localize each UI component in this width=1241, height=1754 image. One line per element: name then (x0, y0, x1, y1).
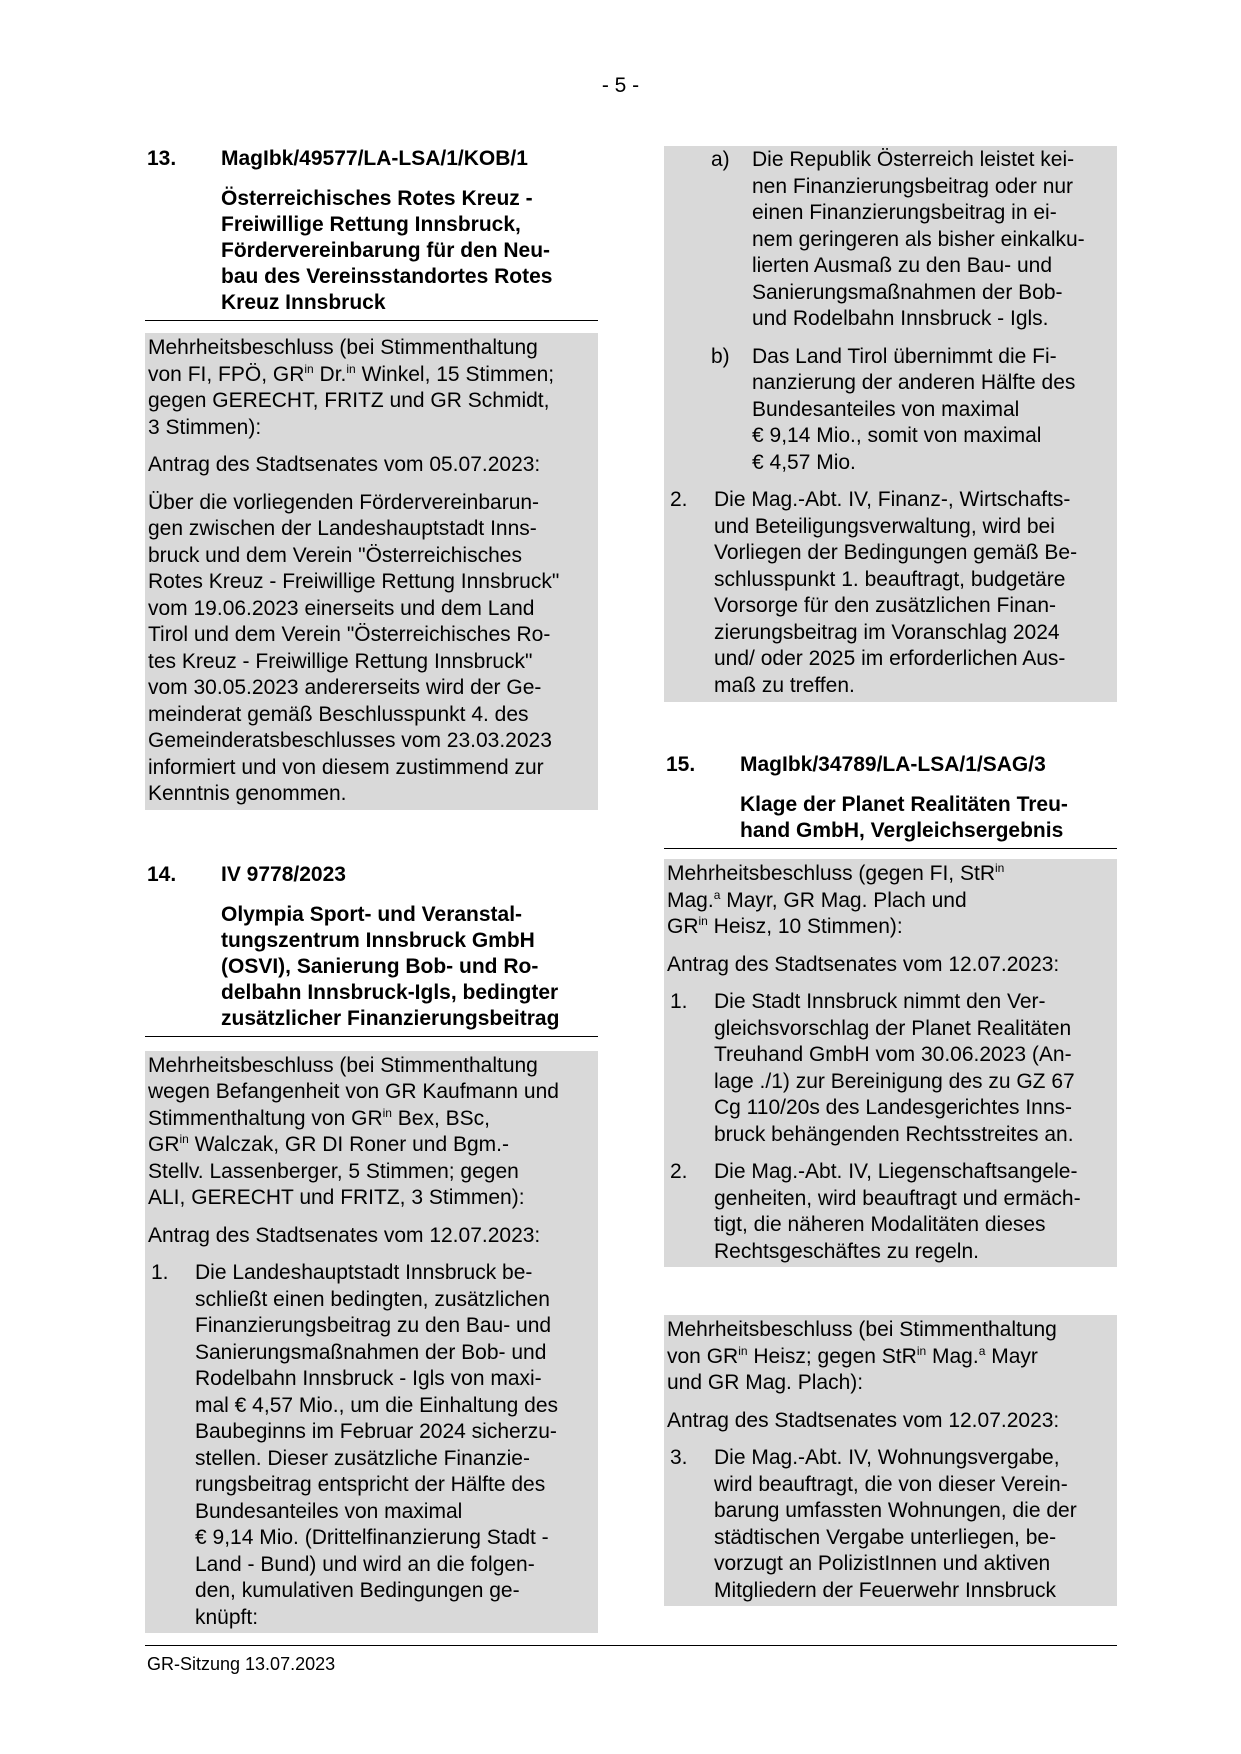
vote-line: 3 Stimmen): (148, 415, 262, 439)
item-14-subject (145, 902, 598, 1037)
superscript: in (738, 1343, 748, 1358)
item-15-point-3 (667, 1445, 1114, 1604)
text-line: schließt einen bedingten, zusätzlichen (195, 1287, 550, 1311)
item-15-vote-1 (667, 861, 1114, 941)
item-13-resolution-block (145, 333, 598, 810)
vote-text: Dr. (313, 362, 347, 386)
text-line: € 9,14 Mio. (Drittelfinanzierung Stadt - (195, 1526, 549, 1549)
item-13-heading (145, 146, 598, 321)
vote-text: Winkel, 15 Stimmen; (355, 362, 555, 386)
subject-line: hand GmbH, Vergleichsergebnis (740, 819, 1064, 842)
text-line: € 4,57 Mio. (752, 450, 856, 474)
list-number: 2. (670, 488, 688, 511)
vote-line (148, 1132, 595, 1159)
page-number: - 5 - (601, 74, 640, 97)
vote-text: GR (148, 1133, 180, 1156)
superscript: in (304, 361, 314, 376)
text-line: Rechtsgeschäftes zu regeln. (714, 1239, 979, 1263)
subject-line: zusätzlicher Finanzierungsbeitrag (221, 1006, 560, 1030)
item-14-number: 14. (147, 862, 177, 886)
text-line: Cg 110/20s des Landesgerichtes Inns- (714, 1096, 1073, 1119)
vote-line (667, 1344, 1114, 1371)
item-15-heading (664, 752, 1117, 849)
footer-divider (145, 1645, 1117, 1646)
text-line: Treuhand GmbH vom 30.06.2023 (An- (714, 1043, 1072, 1066)
text-line: Vorliegen der Bedingungen gemäß Be- (714, 541, 1078, 564)
text-line: Über die vorliegenden Fördervereinbarun- (148, 490, 540, 514)
item-15-point-2 (667, 1159, 1114, 1265)
item-14-point-1 (148, 1260, 595, 1631)
text-line: Mitgliedern der Feuerwehr Innsbruck (714, 1578, 1056, 1602)
vote-line: und GR Mag. Plach): (667, 1371, 864, 1394)
item-15-motion-2: Antrag des Stadtsenates vom 12.07.2023: (667, 1408, 1060, 1432)
text-line: und/ oder 2025 im erforderlichen Aus- (714, 647, 1066, 670)
text-line: meinderat gemäß Beschlusspunkt 4. des (148, 702, 529, 726)
text-line: wird beauftragt, die von dieser Verein- (714, 1472, 1068, 1496)
item-14-heading (145, 862, 598, 1037)
vote-text: Walczak, GR DI Roner und Bgm.- (188, 1133, 509, 1156)
subject-line: Kreuz Innsbruck (221, 291, 386, 314)
item-14-continuation-block (664, 146, 1117, 702)
subject-line: delbahn Innsbruck-Igls, bedingter (221, 980, 559, 1004)
item-14-resolution-block (145, 1051, 598, 1634)
text-line: Gemeinderatsbeschlusses vom 23.03.2023 (148, 729, 552, 752)
text-line: nen Finanzierungsbeitrag oder nur (752, 174, 1074, 198)
vote-text: Bex, BSc, (391, 1106, 490, 1130)
list-number: 1. (151, 1261, 169, 1284)
superscript: in (916, 1343, 927, 1358)
text-line: vorzugt an PolizistInnen und aktiven (714, 1552, 1051, 1575)
text-line: tes Kreuz - Freiwillige Rettung Innsbruck" (148, 649, 533, 673)
text-line: genheiten, wird beauftragt und ermäch- (714, 1186, 1081, 1210)
superscript: in (346, 361, 356, 376)
superscript: in (382, 1105, 392, 1120)
text-line: lierten Ausmaß zu den Bau- und (752, 254, 1053, 277)
superscript: in (179, 1132, 189, 1146)
vote-line: ALI, GERECHT und FRITZ, 3 Stimmen): (148, 1186, 525, 1209)
text-line: Das Land Tirol übernimmt die Fi- (752, 344, 1057, 368)
vote-text: Stimmenthaltung von GR (148, 1106, 383, 1130)
subject-line: Freiwillige Rettung Innsbruck, (221, 213, 521, 236)
left-column (145, 146, 598, 1633)
vote-line: gegen GERECHT, FRITZ und GR Schmidt, (148, 389, 550, 412)
text-line: Baubeginns im Februar 2024 sicherzu- (195, 1420, 557, 1443)
item-15-point-1 (667, 989, 1114, 1148)
text-line: Land - Bund) und wird an die folgen- (195, 1552, 535, 1576)
superscript: in (698, 914, 708, 928)
text-line: Die Stadt Innsbruck nimmt den Ver- (714, 990, 1046, 1013)
subject-line: Klage der Planet Realitäten Treu- (740, 793, 1068, 816)
vote-text: Mayr, GR Mag. Plach und (720, 888, 967, 912)
item-14-sub-b (667, 344, 1114, 477)
item-15-subject (664, 792, 1117, 849)
text-line: tigt, die näheren Modalitäten dieses (714, 1213, 1046, 1236)
text-line: lage ./1) zur Bereinigung des zu GZ 67 (714, 1069, 1075, 1093)
text-line: gen zwischen der Landeshauptstadt Inns- (148, 517, 537, 540)
text-line: einen Finanzierungsbeitrag in ei- (752, 201, 1057, 224)
text-line: € 9,14 Mio., somit von maximal (752, 424, 1042, 447)
text-line: barung umfassten Wohnungen, die der (714, 1499, 1077, 1522)
text-line: städtischen Vergabe unterliegen, be- (714, 1525, 1057, 1549)
text-line: stellen. Dieser zusätzliche Finanzie- (195, 1446, 530, 1470)
text-line: mal € 4,57 Mio., um die Einhaltung des (195, 1393, 559, 1417)
text-line: vom 19.06.2023 einerseits und dem Land (148, 596, 535, 620)
text-line: informiert und von diesem zustimmend zur (148, 755, 544, 779)
text-line: Die Republik Österreich leistet kei- (752, 148, 1075, 171)
vote-text: Mag. (926, 1344, 979, 1368)
item-15-vote-2 (667, 1317, 1114, 1397)
list-number: 3. (670, 1446, 688, 1469)
subject-line: (OSVI), Sanierung Bob- und Ro- (221, 954, 539, 978)
text-line: Die Mag.-Abt. IV, Finanz-, Wirtschafts- (714, 488, 1071, 511)
text-line: zierungsbeitrag im Voranschlag 2024 (714, 620, 1060, 644)
vote-line: wegen Befangenheit von GR Kaufmann und (148, 1080, 559, 1103)
superscript: a (978, 1343, 986, 1358)
vote-text: Heisz; gegen StR (747, 1344, 917, 1368)
vote-text: von FI, FPÖ, GR (148, 362, 305, 386)
subject-line: bau des Vereinsstandortes Rotes (221, 265, 553, 288)
item-14-vote (148, 1053, 595, 1212)
vote-text: Mayr (985, 1344, 1038, 1368)
vote-text: GR (667, 915, 699, 938)
vote-line: Mehrheitsbeschluss (bei Stimmenthaltung (148, 1053, 538, 1077)
text-line: Die Mag.-Abt. IV, Wohnungsvergabe, (714, 1446, 1060, 1469)
item-15-motion-1: Antrag des Stadtsenates vom 12.07.2023: (667, 952, 1060, 976)
vote-line (667, 914, 1114, 941)
text-line: Bundesanteiles von maximal (752, 397, 1020, 421)
right-column (664, 146, 1117, 1606)
vote-line (667, 888, 1114, 915)
item-13-number: 13. (147, 147, 177, 170)
item-14-point-2 (667, 487, 1114, 699)
vote-text: Mehrheitsbeschluss (gegen FI, StR (667, 862, 995, 885)
subject-line: Olympia Sport- und Veranstal- (221, 902, 523, 926)
item-13-text (148, 490, 595, 808)
text-line: Die Mag.-Abt. IV, Liegenschaftsangele- (714, 1160, 1078, 1183)
vote-line (148, 1106, 595, 1133)
text-line: bruck und dem Verein "Österreichisches (148, 543, 522, 567)
vote-text: von GR (667, 1344, 739, 1368)
item-13-code: MagIbk/49577/LA-LSA/1/KOB/1 (221, 147, 528, 170)
text-line: gleichsvorschlag der Planet Realitäten (714, 1016, 1072, 1040)
text-line: vom 30.05.2023 andererseits wird der Ge- (148, 676, 542, 699)
text-line: bruck behängenden Rechtsstreites an. (714, 1122, 1074, 1146)
list-number: 1. (670, 990, 688, 1013)
text-line: Rotes Kreuz - Freiwillige Rettung Innsbruck" (148, 570, 560, 593)
text-line: Rodelbahn Innsbruck - Igls von maxi- (195, 1367, 542, 1390)
text-line: maß zu treffen. (714, 673, 855, 697)
footer-session-date: GR-Sitzung 13.07.2023 (147, 1654, 336, 1674)
item-15-number: 15. (666, 753, 696, 776)
text-line: schlusspunkt 1. beauftragt, budgetäre (714, 567, 1066, 591)
item-13-motion: Antrag des Stadtsenates vom 05.07.2023: (148, 453, 541, 476)
text-line: Sanierungsmaßnahmen der Bob- (752, 280, 1063, 304)
vote-text: Heisz, 10 Stimmen): (707, 915, 903, 938)
item-15-code: MagIbk/34789/LA-LSA/1/SAG/3 (740, 753, 1046, 776)
text-line: Finanzierungsbeitrag zu den Bau- und (195, 1314, 552, 1337)
vote-line: Mehrheitsbeschluss (bei Stimmenthaltung (667, 1318, 1057, 1341)
superscript: in (994, 861, 1005, 875)
item-13-vote (148, 335, 595, 441)
text-line: Kenntnis genommen. (148, 782, 347, 805)
item-13-subject (145, 186, 598, 321)
vote-line: Stellv. Lassenberger, 5 Stimmen; gegen (148, 1159, 519, 1183)
subject-line: Fördervereinbarung für den Neu- (221, 239, 551, 262)
text-line: Die Landeshauptstadt Innsbruck be- (195, 1261, 533, 1284)
text-line: nanzierung der anderen Hälfte des (752, 371, 1076, 394)
item-15-resolution-block-2 (664, 1315, 1117, 1606)
list-letter: b) (711, 344, 730, 368)
text-line: knüpft: (195, 1605, 259, 1629)
text-line: den, kumulativen Bedingungen ge- (195, 1579, 520, 1602)
text-line: Bundesanteiles von maximal (195, 1499, 463, 1523)
vote-line (667, 861, 1114, 888)
text-line: und Beteiligungsverwaltung, wird bei (714, 514, 1055, 538)
text-line: Sanierungsmaßnahmen der Bob- und (195, 1340, 547, 1364)
item-15-resolution-block-1 (664, 859, 1117, 1267)
list-letter: a) (711, 148, 730, 171)
item-14-code: IV 9778/2023 (221, 862, 346, 886)
subject-line: Österreichisches Rotes Kreuz - (221, 187, 533, 210)
vote-text: Mag. (667, 888, 714, 912)
item-14-sub-a (667, 147, 1114, 333)
list-number: 2. (670, 1160, 688, 1183)
vote-line (148, 362, 595, 389)
text-line: nem geringeren als bisher einkalku- (752, 227, 1085, 251)
superscript: a (713, 887, 721, 902)
item-14-motion: Antrag des Stadtsenates vom 12.07.2023: (148, 1223, 541, 1247)
vote-line: Mehrheitsbeschluss (bei Stimmenthaltung (148, 336, 538, 359)
text-line: Vorsorge für den zusätzlichen Finan- (714, 594, 1057, 617)
subject-line: tungszentrum Innsbruck GmbH (221, 928, 535, 952)
text-line: Tirol und dem Verein "Österreichisches Ro- (148, 623, 551, 646)
text-line: rungsbeitrag entspricht der Hälfte des (195, 1473, 546, 1496)
text-line: und Rodelbahn Innsbruck - Igls. (752, 307, 1049, 330)
